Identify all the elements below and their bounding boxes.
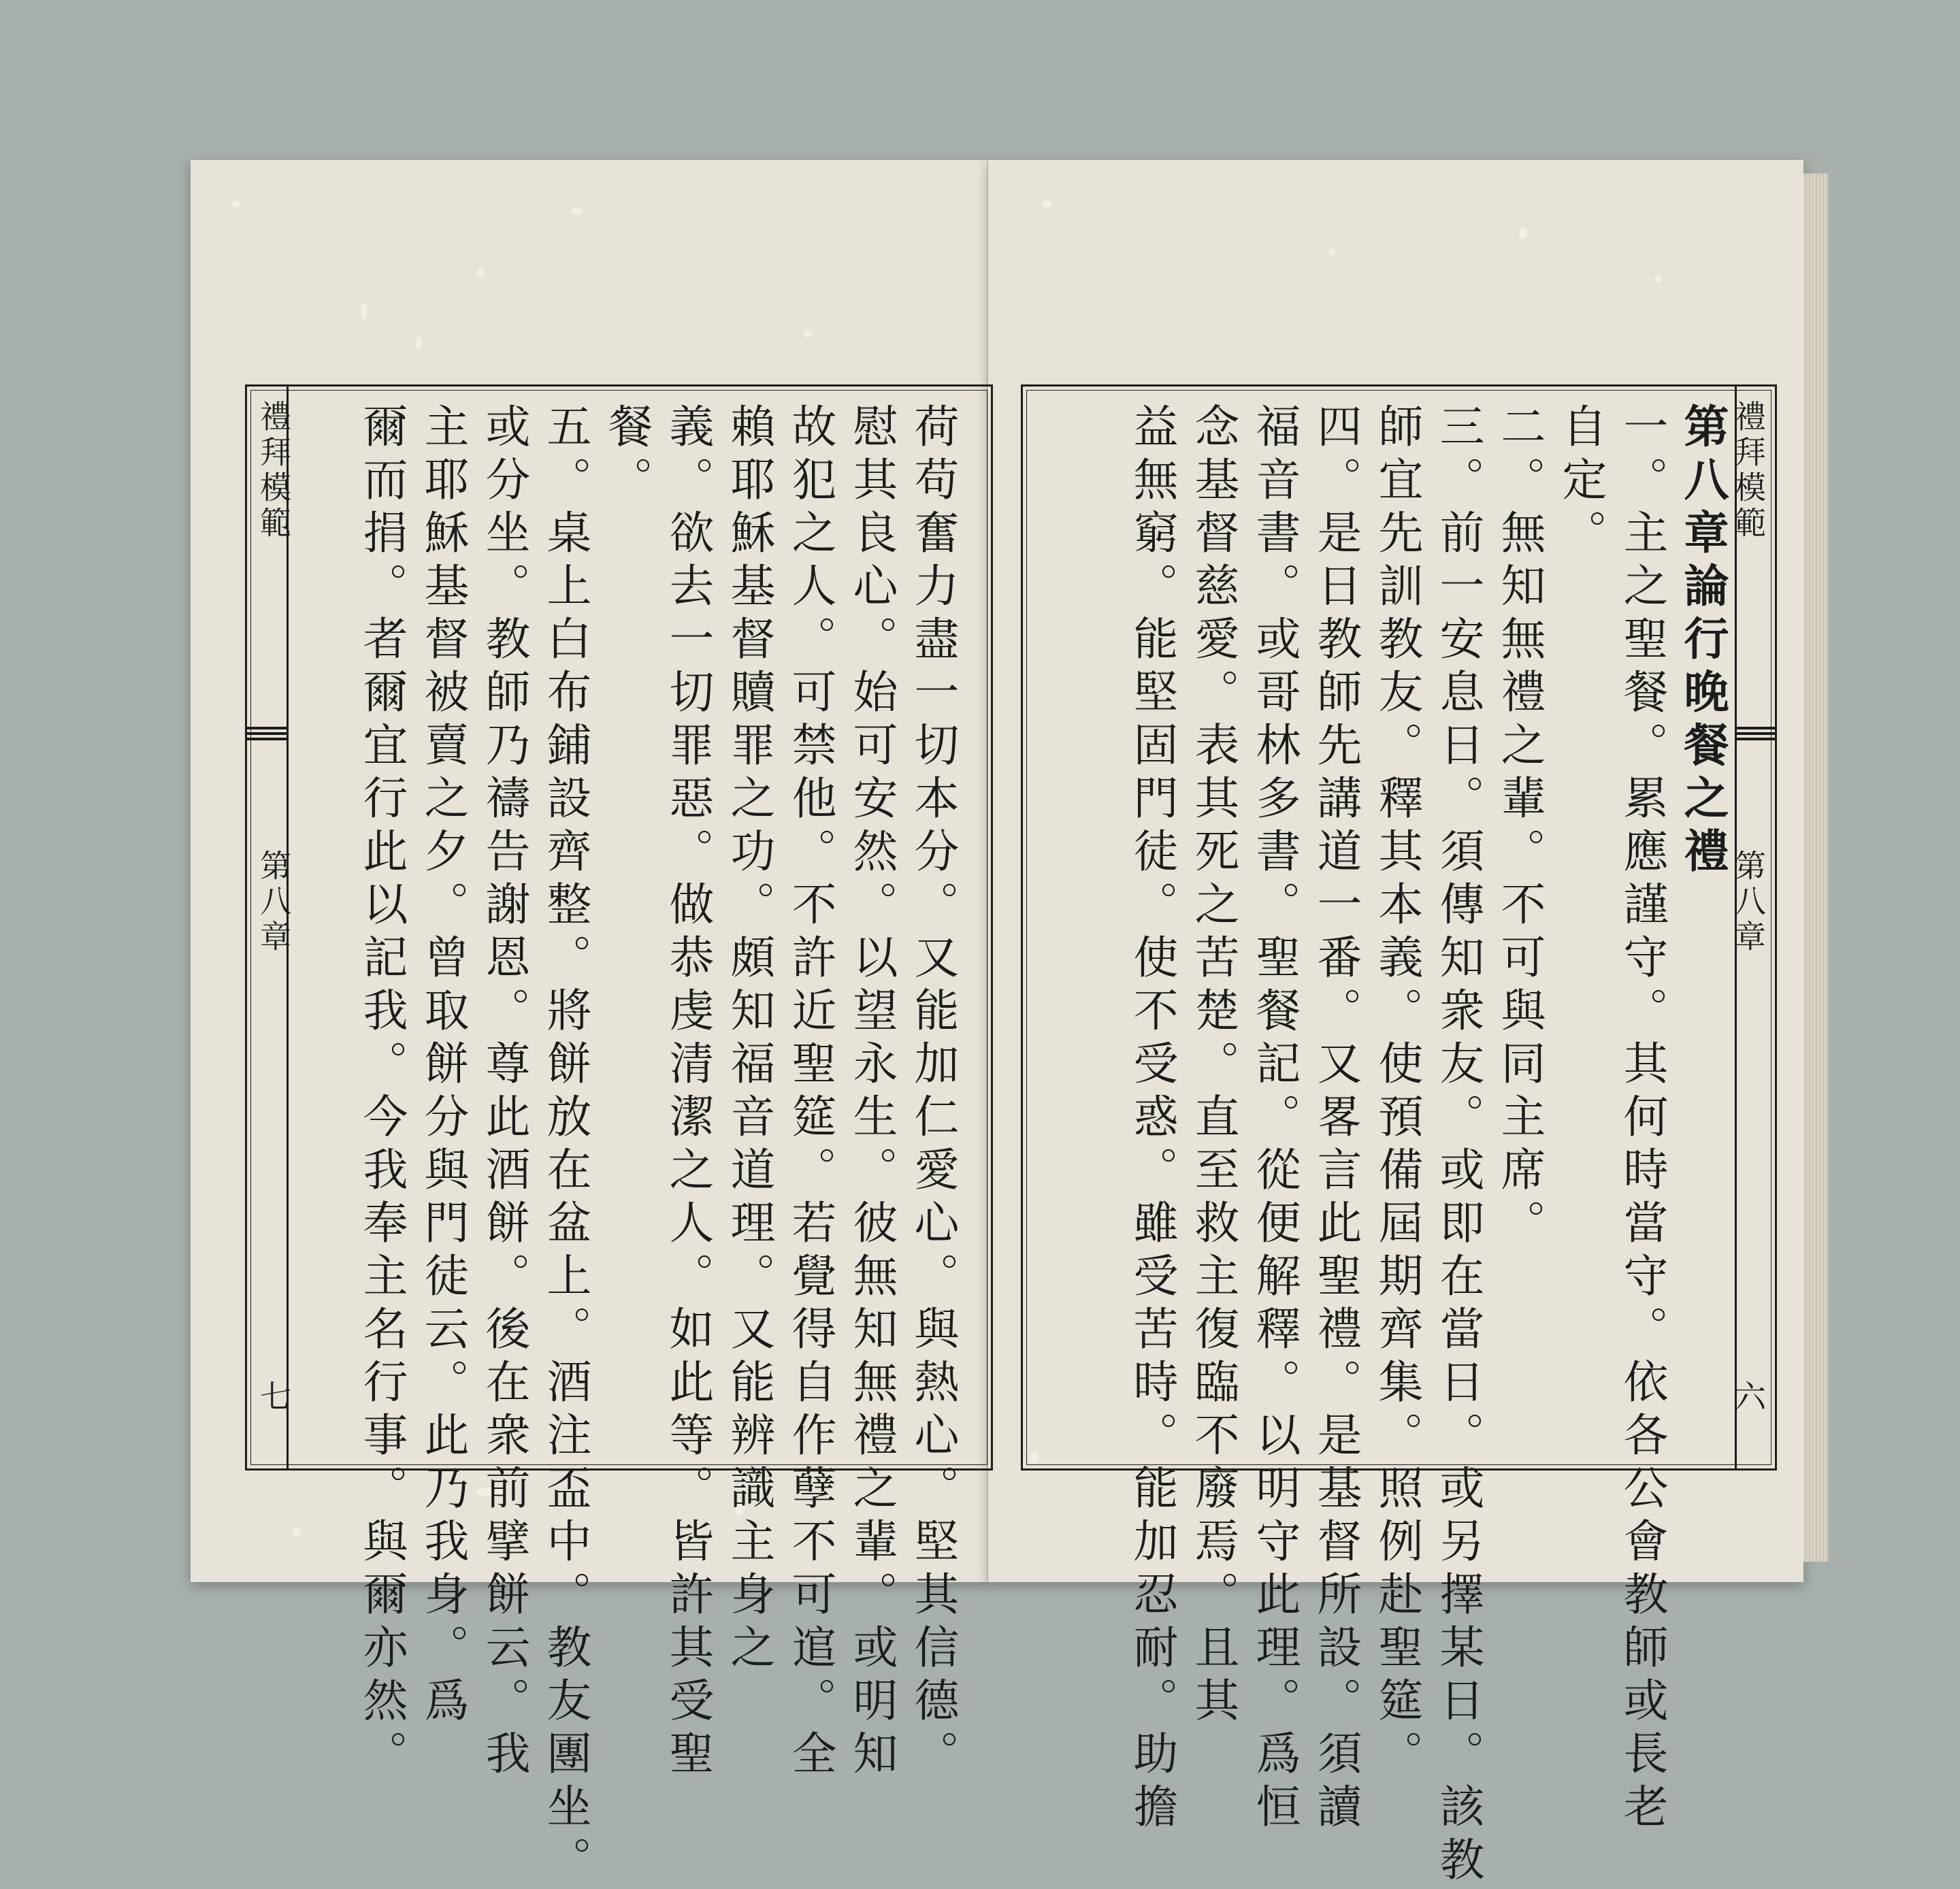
text-column: 益無窮。能堅固門徒。使不受惑。雖受苦時。能加忍耐。助擔 — [1126, 403, 1178, 1836]
text-column: 義。欲去一切罪惡。做恭虔清潔之人。如此等。皆許其受聖 — [662, 403, 714, 1783]
text-column: 自定。 — [1554, 403, 1607, 562]
fishtail-mark-icon — [1735, 727, 1776, 742]
text-column: 一。主之聖餐。累應謹守。其何時當守。依各公會教師或長老 — [1616, 403, 1668, 1836]
left-margin-title: 禮拜模範 — [255, 400, 292, 542]
text-column: 餐。 — [600, 403, 653, 509]
text-column: 故犯之人。可禁他。不許近聖筵。若覺得自作孽不可逭。全 — [784, 403, 836, 1783]
text-column: 二。無知無禮之輩。不可與同主席。 — [1493, 403, 1546, 1252]
fishtail-mark-icon — [246, 727, 287, 742]
text-column: 師宜先訓教友。釋其本義。使預備屆期齊集。照例赴聖筵。 — [1371, 403, 1423, 1783]
page-edges — [1803, 174, 1828, 1562]
text-column: 三。前一安息日。須傳知衆友。或即在當日。或另擇某日。該教 — [1432, 403, 1484, 1889]
left-page-number: 七 — [255, 1380, 292, 1415]
text-column: 爾而捐。者爾宜行此以記我。今我奉主名行事。與爾亦然。 — [355, 403, 408, 1783]
text-column: 賴耶穌基督贖罪之功。頗知福音道理。又能辨識主身之 — [723, 403, 775, 1677]
right-text-frame — [1021, 384, 1777, 1889]
left-margin-chapter: 第八章 — [255, 849, 292, 955]
right-page-number: 六 — [1730, 1380, 1767, 1415]
text-column: 荷苟奮力盡一切本分。又能加仁愛心。與熱心。堅其信德。 — [906, 403, 959, 1783]
open-book — [191, 160, 1803, 1889]
text-column: 四。是日教師先講道一番。又畧言此聖禮。是基督所設。須讀 — [1309, 403, 1362, 1836]
text-column: 念基督慈愛。表其死之苦楚。直至救主復臨不廢焉。且其 — [1187, 403, 1239, 1730]
text-column: 慰其良心。始可安然。以望永生。彼無知無禮之輩。或明知 — [845, 403, 898, 1783]
right-margin-title: 禮拜模範 — [1730, 400, 1767, 542]
text-column: 五。桌上白布鋪設齊整。將餅放在盆上。酒注盃中。教友團坐。 — [539, 403, 591, 1889]
text-column: 主耶穌基督被賣之夕。曾取餅分與門徒云。此乃我身。爲 — [416, 403, 469, 1730]
text-column: 或分坐。教師乃禱告謝恩。尊此酒餅。後在衆前擘餅云。我 — [478, 403, 530, 1783]
right-margin-chapter: 第八章 — [1730, 849, 1767, 955]
chapter-heading: 第八章論行晚餐之禮 — [1676, 403, 1729, 881]
left-text-frame — [245, 384, 993, 1889]
text-column: 福音書。或哥林多書。聖餐記。從便解釋。以明守此理。爲恒 — [1248, 403, 1301, 1836]
